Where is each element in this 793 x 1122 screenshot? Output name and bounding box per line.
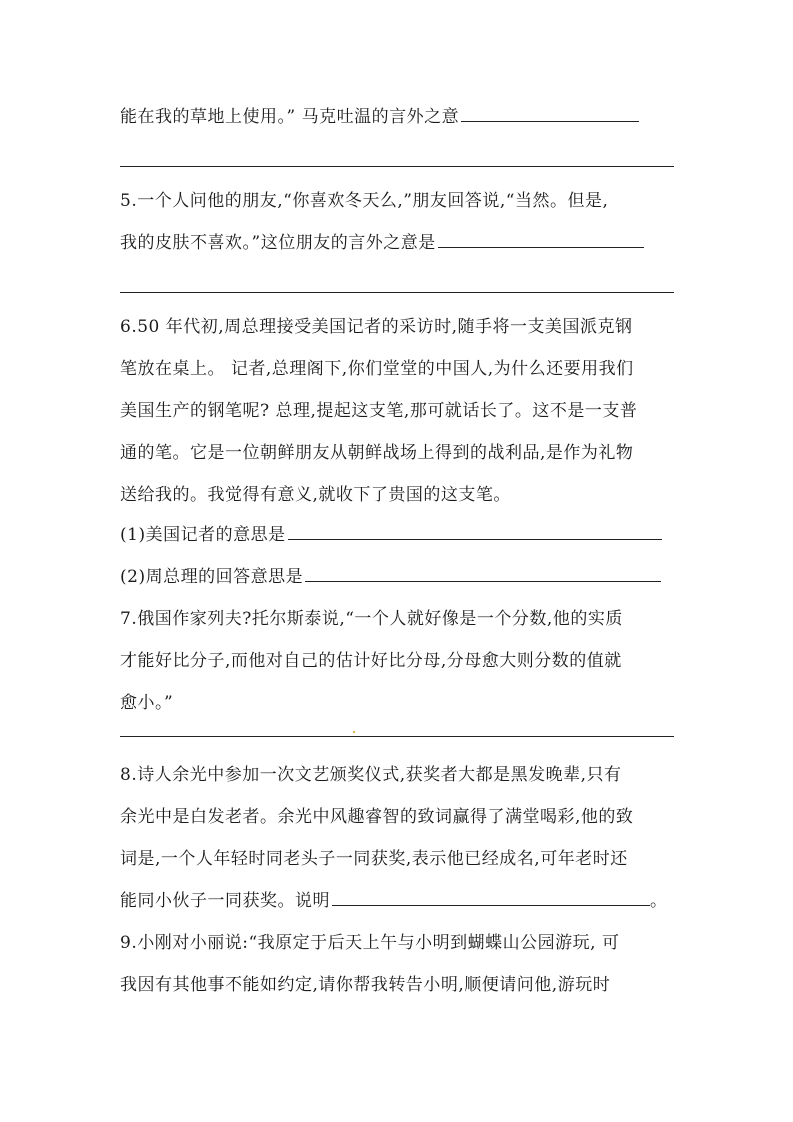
q7-line-1: 7.俄国作家列夫?托尔斯泰说,“一个人就好像是一个分数,他的实质 [120, 609, 623, 629]
q6-line-1: 6.50 年代初,周总理接受美国记者的采访时,随手将一支美国派克钢 [120, 317, 633, 337]
q8-line-4-text: 能同小伙子一同获奖。说明 [120, 891, 330, 911]
q5-answer-blank[interactable] [438, 229, 644, 248]
speck-mark [353, 731, 355, 733]
q8-answer-blank[interactable] [332, 887, 650, 906]
q6-sub-1-label: (1)美国记者的意思是 [120, 525, 286, 545]
q6-sub-2-label: (2)周总理的回答意思是 [120, 567, 304, 587]
q6-sub-1-blank[interactable] [288, 521, 662, 540]
q7-line-2: 才能好比分子,而他对自己的估计好比分母,分母愈大则分数的值就 [120, 651, 622, 671]
q5-answer-rule[interactable] [120, 292, 674, 293]
q8-line-2: 余光中是白发老者。余光中风趣睿智的致词赢得了满堂喝彩,他的致 [120, 807, 634, 827]
q4-answer-rule[interactable] [120, 166, 674, 167]
q5-line-2 [120, 228, 674, 258]
q8-line-4-end: 。 [650, 891, 668, 911]
q9-line-2: 我因有其他事不能如约定,请你帮我转告小明,顺便请问他,游玩时 [120, 975, 611, 995]
q7-line-3: 愈小。” [120, 693, 174, 713]
q8-line-1: 8.诗人余光中参加一次文艺颁奖仪式,获奖者大都是黑发晚辈,只有 [120, 765, 622, 785]
q6-sub-1 [120, 520, 674, 550]
q6-line-2: 笔放在桌上。 记者,总理阁下,你们堂堂的中国人,为什么还要用我们 [120, 359, 634, 379]
q9-line-1: 9.小刚对小丽说:“我原定于后天上午与小明到蝴蝶山公园游玩, 可 [120, 933, 620, 953]
q5-text: 我的皮肤不喜欢。”这位朋友的言外之意是 [120, 233, 436, 253]
q6-line-3: 美国生产的钢笔呢? 总理,提起这支笔,那可就话长了。这不是一支普 [120, 401, 638, 421]
q4-line [120, 102, 674, 132]
q5-line-1: 5.一个人问他的朋友,“你喜欢冬天么,”朋友回答说,“当然。但是, [120, 191, 609, 211]
q7-answer-rule[interactable] [120, 736, 674, 737]
q6-line-5: 送给我的。我觉得有意义,就收下了贵国的这支笔。 [120, 485, 511, 505]
q8-line-3: 词是,一个人年轻时同老头子一同获奖,表示他已经成名,可年老时还 [120, 849, 628, 869]
q4-answer-blank[interactable] [461, 103, 639, 122]
q8-line-4 [120, 886, 674, 916]
q6-sub-2 [120, 562, 674, 592]
q6-line-4: 通的笔。它是一位朝鲜朋友从朝鲜战场上得到的战利品,是作为礼物 [120, 443, 634, 463]
q4-text: 能在我的草地上使用。” 马克吐温的言外之意 [120, 107, 460, 127]
q6-sub-2-blank[interactable] [305, 563, 661, 582]
